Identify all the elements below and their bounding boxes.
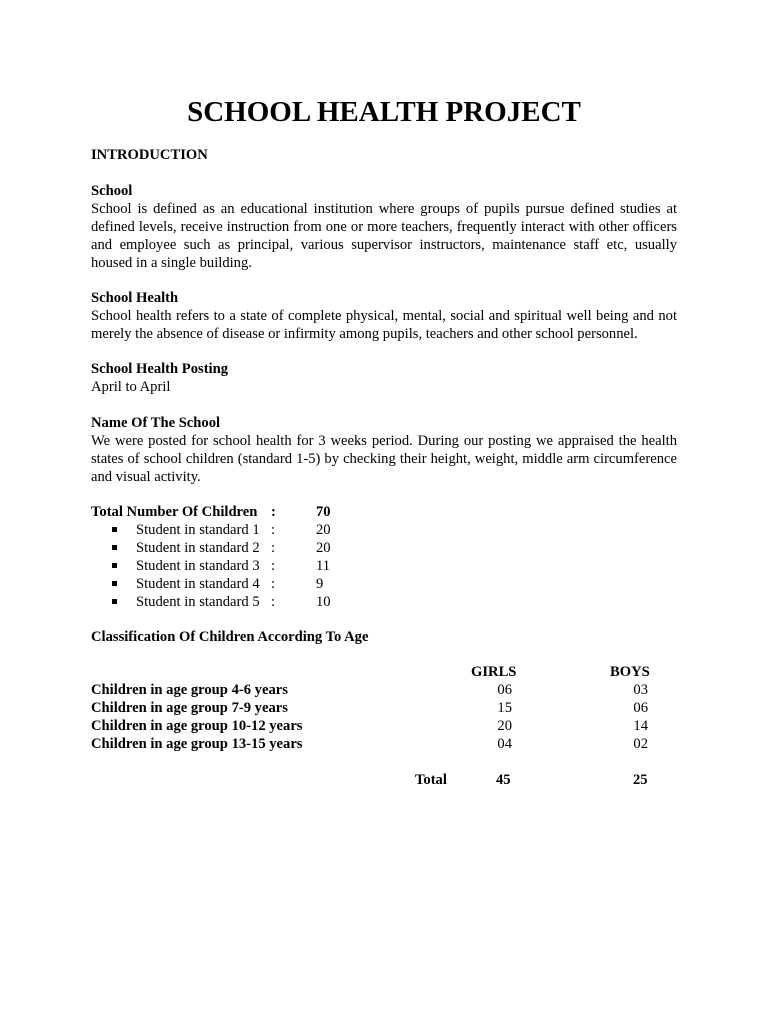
name-of-school-heading: Name Of The School	[91, 415, 221, 431]
total-children-label: Total Number Of Children	[91, 504, 258, 520]
square-bullet-icon	[112, 527, 117, 532]
page-title: SCHOOL HEALTH PROJECT	[187, 96, 581, 128]
school-health-heading: School Health	[91, 290, 179, 306]
posting-text: April to April	[91, 379, 171, 395]
standards-list	[112, 521, 412, 611]
girls-count: 15	[497, 700, 512, 716]
standard-label: Student in standard 4	[136, 576, 260, 592]
total-label: Total	[415, 772, 447, 788]
girls-count: 06	[497, 682, 512, 698]
table-row	[91, 699, 677, 717]
total-children-value: 70	[316, 504, 331, 520]
table-row	[91, 681, 677, 699]
column-header-girls: GIRLS	[471, 664, 517, 680]
standard-colon: :	[271, 576, 276, 592]
list-item	[112, 575, 412, 593]
posting-section	[91, 360, 677, 396]
total-children-line	[91, 503, 391, 521]
standard-label: Student in standard 5	[136, 594, 260, 610]
boys-count: 06	[633, 700, 648, 716]
classification-heading: Classification Of Children According To Age	[91, 629, 369, 645]
school-heading: School	[91, 183, 133, 199]
table-row	[91, 717, 677, 735]
standard-count: 11	[316, 558, 331, 574]
introduction-heading: INTRODUCTION	[91, 147, 208, 163]
standard-count: 20	[316, 540, 331, 556]
age-group-label: Children in age group 7-9 years	[91, 700, 288, 716]
boys-count: 14	[633, 718, 648, 734]
standard-count: 20	[316, 522, 331, 538]
standard-label: Student in standard 3	[136, 558, 260, 574]
boys-count: 03	[633, 682, 648, 698]
age-group-label: Children in age group 4-6 years	[91, 682, 288, 698]
total-boys: 25	[633, 772, 648, 788]
standard-count: 10	[316, 594, 331, 610]
square-bullet-icon	[112, 581, 117, 586]
standard-colon: :	[271, 522, 276, 538]
girls-count: 20	[497, 718, 512, 734]
school-text: School is defined as an educational institution where groups of pupils pursue defined studies at defined levels, receive instruction from one or more teachers, frequently interact with other officers and employee such as principal, various supervisor instructors, maintenance staff etc, usually housed in a single building.	[91, 201, 677, 271]
name-of-school-text: We were posted for school health for 3 weeks period. During our posting we appraised the health states of school children (standard 1-5) by checking their height, weight, middle arm circumference and visual activity.	[91, 433, 677, 485]
list-item	[112, 539, 412, 557]
table-row	[91, 735, 677, 753]
age-group-label: Children in age group 13-15 years	[91, 736, 303, 752]
standard-colon: :	[271, 558, 276, 574]
standard-colon: :	[271, 594, 276, 610]
boys-count: 02	[633, 736, 648, 752]
column-header-boys: BOYS	[610, 664, 650, 680]
standard-count: 9	[316, 576, 324, 592]
girls-count: 04	[497, 736, 512, 752]
square-bullet-icon	[112, 563, 117, 568]
school-health-text: School health refers to a state of complete physical, mental, social and spiritual well being and not merely the absence of disease or infirmity among pupils, teachers and other school personnel.	[91, 308, 677, 342]
posting-heading: School Health Posting	[91, 361, 229, 377]
square-bullet-icon	[112, 599, 117, 604]
standard-colon: :	[271, 540, 276, 556]
standard-label: Student in standard 2	[136, 540, 260, 556]
list-item	[112, 557, 412, 575]
square-bullet-icon	[112, 545, 117, 550]
list-item	[112, 593, 412, 611]
list-item	[112, 521, 412, 539]
school-health-section	[91, 289, 677, 343]
name-of-school-section	[91, 414, 677, 486]
school-section	[91, 182, 677, 272]
standard-label: Student in standard 1	[136, 522, 260, 538]
age-group-label: Children in age group 10-12 years	[91, 718, 303, 734]
total-children-colon: :	[271, 504, 276, 520]
total-girls: 45	[496, 772, 511, 788]
age-classification-table	[91, 681, 677, 753]
